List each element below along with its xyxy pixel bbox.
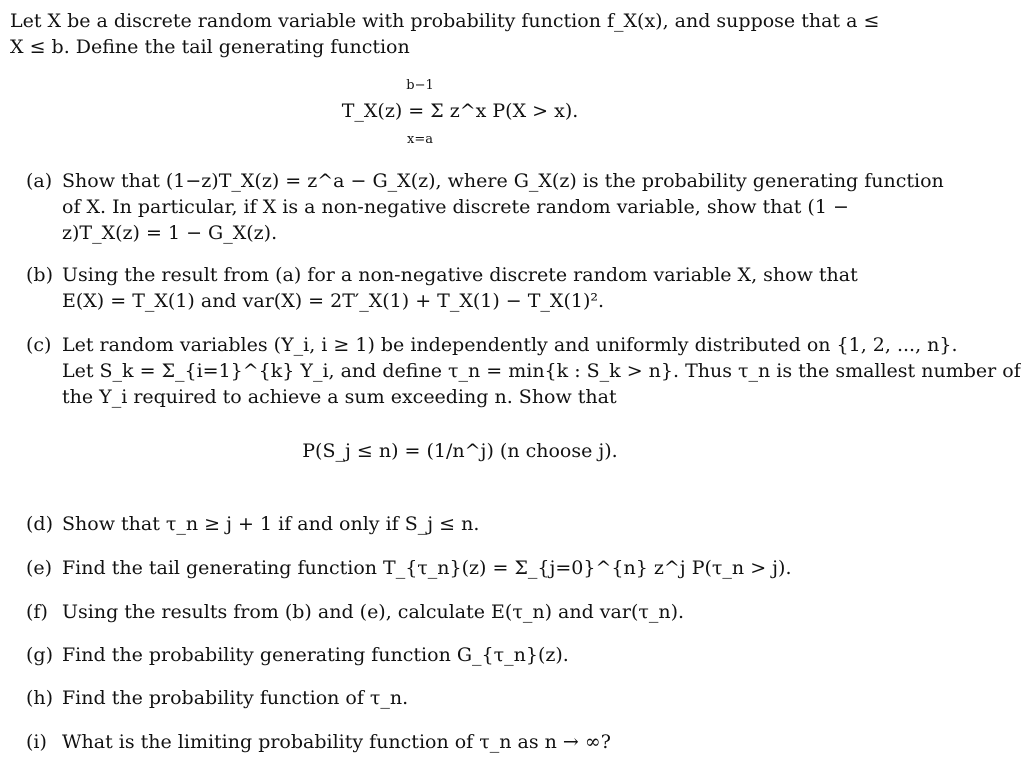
item-f-line-1: Using the results from (b) and (e), calculate E(τ_n) and var(τ_n). [62,601,685,623]
item-d-line-1: Show that τ_n ≥ j + 1 if and only if S_j ≤ n. [62,513,480,535]
item-a-label: (a) [26,170,53,192]
item-e-line-1: Find the tail generating function T_{τ_n}(z) = Σ_{j=0}^{n} z^j P(τ_n > j). [62,557,792,579]
item-e-label: (e) [26,557,53,579]
item-a-line-2: of X. In particular, if X is a non-negative discrete random variable, show that (1 − [62,196,849,218]
item-h-line-1: Find the probability function of τ_n. [62,687,409,709]
tail-generating-function-formula: T_X(z) = Σ z^x P(X > x). [341,100,579,122]
item-a-line-1: Show that (1−z)T_X(z) = z^a − G_X(z), where G_X(z) is the probability generating function [62,170,944,192]
item-g-label: (g) [26,644,53,666]
item-c-line-2: Let S_k = Σ_{i=1}^{k} Y_i, and define τ_n = min{k : S_k > n}. Thus τ_n is the smallest number of [62,360,1021,382]
intro-line-2: X ≤ b. Define the tail generating function [10,36,410,58]
item-b-label: (b) [26,264,53,286]
item-h-label: (h) [26,687,54,709]
item-b-line-2: E(X) = T_X(1) and var(X) = 2T′_X(1) + T_X(1) − T_X(1)². [62,290,605,312]
item-c-line-1: Let random variables (Y_i, i ≥ 1) be independently and uniformly distributed on {1, 2, ..., n}. [62,334,958,356]
item-d-label: (d) [26,513,53,535]
item-c-label: (c) [26,334,52,356]
item-a-line-3: z)T_X(z) = 1 − G_X(z). [62,222,278,244]
item-f-label: (f) [26,601,48,623]
item-c-line-3: the Y_i required to achieve a sum exceeding n. Show that [62,386,617,408]
intro-line-1: Let X be a discrete random variable with probability function f_X(x), and suppose that a ≤ [10,10,880,32]
sum-lower-limit: x=a [407,132,433,147]
item-i-label: (i) [26,731,47,753]
item-i-line-1: What is the limiting probability function of τ_n as n → ∞? [62,731,611,753]
sum-upper-limit: b−1 [406,78,434,93]
item-g-line-1: Find the probability generating function G_{τ_n}(z). [62,644,569,666]
probability-formula: P(S_j ≤ n) = (1/n^j) (n choose j). [302,440,618,462]
item-b-line-1: Using the result from (a) for a non-negative discrete random variable X, show that [62,264,858,286]
